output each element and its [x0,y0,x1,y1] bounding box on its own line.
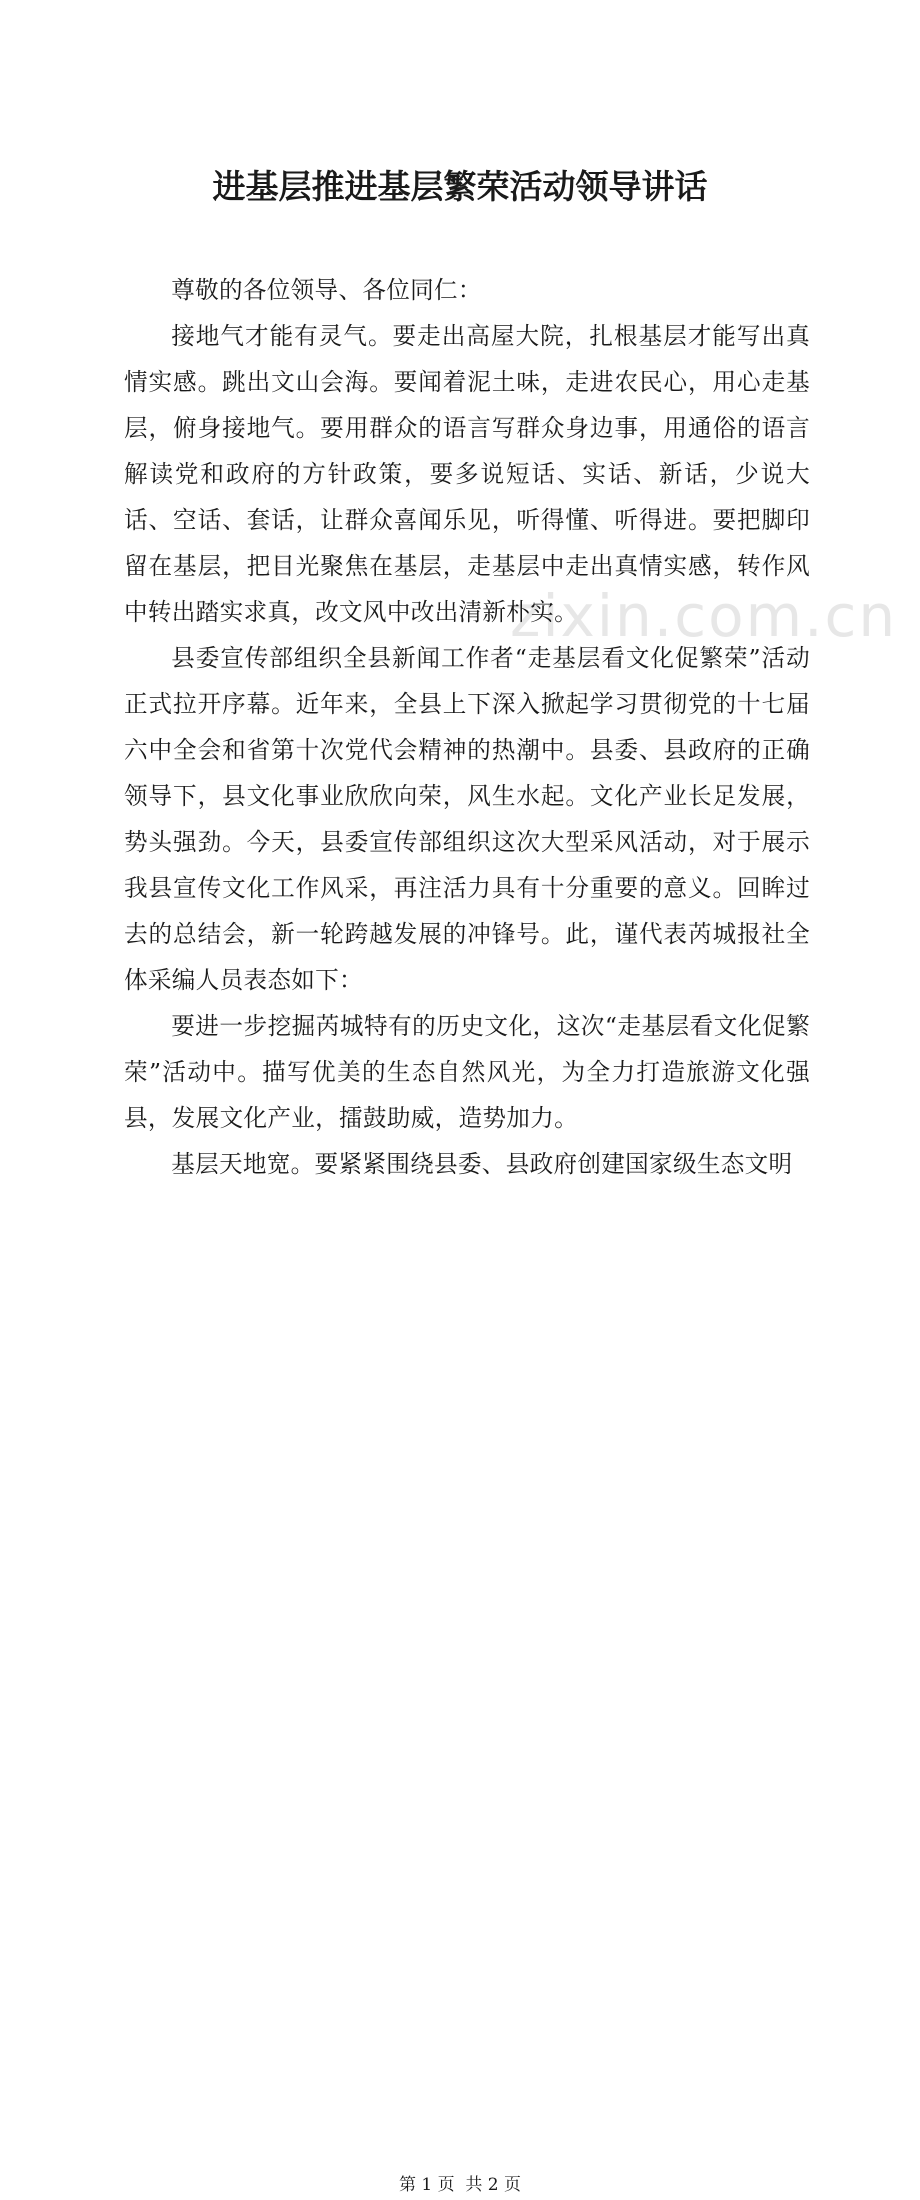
watermark-text: zixin.com.cn [510,582,898,650]
document-body [124,267,810,1187]
paragraph-3: 要进一步挖掘芮城特有的历史文化，这次“走基层看文化促繁荣”活动中。描写优美的生态自然风光，为全力打造旅游文化强县，发展文化产业，擂鼓助威，造势加力。 [124,1012,810,1132]
page-number-label: 第 1 页 共 2 页 [398,2175,522,2195]
paragraph-2: 县委宣传部组织全县新闻工作者“走基层看文化促繁荣”活动正式拉开序幕。近年来，全县上下深入掀起学习贯彻党的十七届六中全会和省第十次党代会精神的热潮中。县委、县政府的正确领导下，县文化事业欣欣向荣，风生水起。文化产业长足发展，势头强劲。今天，县委宣传部组织这次大型采风活动，对于展示我县宣传文化工作风采，再注活力具有十分重要的意义。回眸过去的总结会，新一轮跨越发展的冲锋号。此，谨代表芮城报社全体采编人员表态如下： [124,644,810,994]
paragraph-4: 基层天地宽。要紧紧围绕县委、县政府创建国家级生态文明 [171,1150,793,1178]
document-title: 进基层推进基层繁荣活动领导讲话 [212,167,708,206]
page-footer [0,2170,920,2200]
salutation: 尊敬的各位领导、各位同仁： [171,276,482,304]
paragraph-1: 接地气才能有灵气。要走出高屋大院，扎根基层才能写出真情实感。跳出文山会海。要闻着泥土味，走进农民心，用心走基层，俯身接地气。要用群众的语言写群众身边事，用通俗的语言解读党和政府的方针政策，要多说短话、实话、新话，少说大话、空话、套话，让群众喜闻乐见，听得懂、听得进。要把脚印留在基层，把目光聚焦在基层，走基层中走出真情实感，转作风中转出踏实求真，改文风中改出清新朴实。 [124,322,810,626]
